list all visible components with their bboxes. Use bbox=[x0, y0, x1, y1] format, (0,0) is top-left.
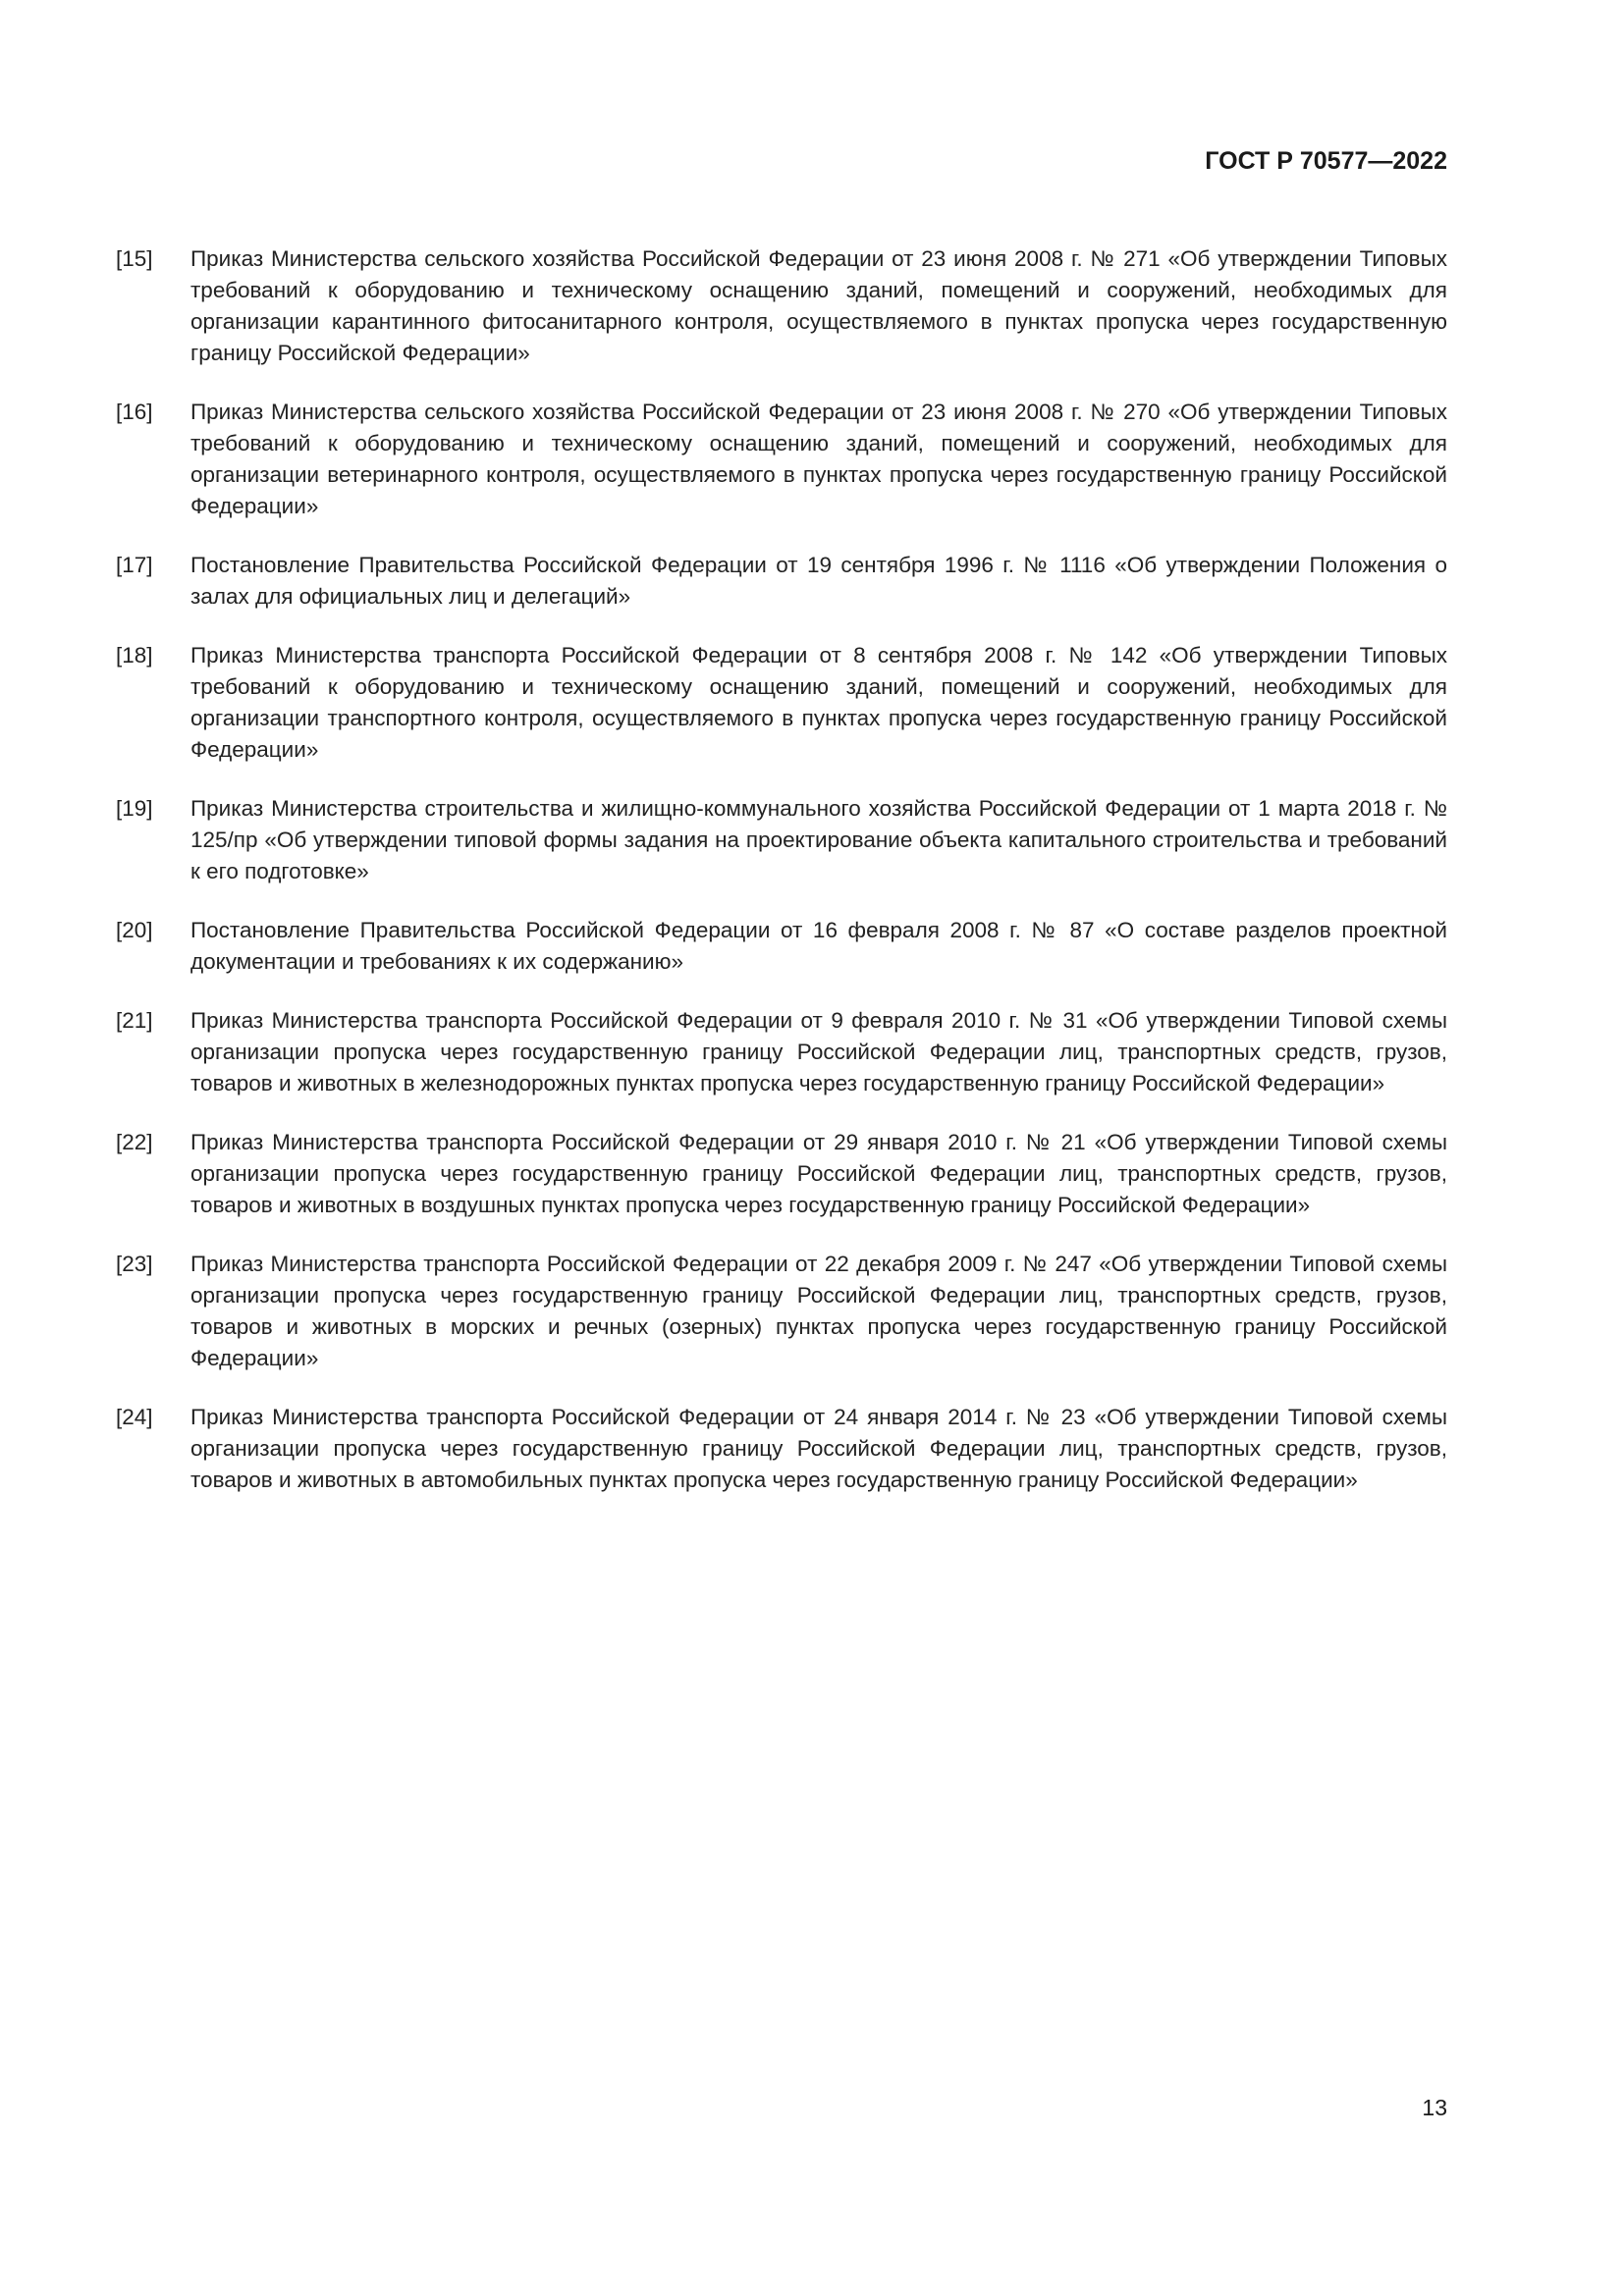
reference-item bbox=[116, 397, 1447, 522]
reference-text: Приказ Министерства транспорта Российской Федерации от 9 февраля 2010 г. № 31 «Об утверждении Типовой схемы организации пропуска через государственную границу Российской Федерации лиц, транспортных средств, грузов, товаров и животных в железнодорожных пунктах пропуска через государственную границу Российской Федерации» bbox=[190, 1008, 1447, 1095]
reference-number: [15] bbox=[116, 246, 153, 271]
reference-number: [17] bbox=[116, 553, 153, 577]
reference-text: Приказ Министерства транспорта Российской Федерации от 8 сентября 2008 г. № 142 «Об утверждении Типовых требований к оборудованию и техническому оснащению зданий, помещений и сооружений, необходимых для организации транспортного контроля, осуществляемого в пунктах пропуска через государственную границу Российской Федерации» bbox=[190, 643, 1447, 762]
reference-item bbox=[116, 1127, 1447, 1221]
reference-number: [22] bbox=[116, 1130, 153, 1154]
reference-number: [23] bbox=[116, 1252, 153, 1276]
reference-text: Приказ Министерства строительства и жилищно-коммунального хозяйства Российской Федерации от 1 марта 2018 г. № 125/пр «Об утверждении типовой формы задания на проектирование объекта капитального строительства и требований к его подготовке» bbox=[190, 796, 1447, 883]
reference-number: [19] bbox=[116, 796, 153, 821]
reference-text: Приказ Министерства сельского хозяйства Российской Федерации от 23 июня 2008 г. № 271 «Об утверждении Типовых требований к оборудованию и техническому оснащению зданий, помещений и сооружений, необходимых для организации карантинного фитосанитарного контроля, осуществляемого в пунктах пропуска через государственную границу Российской Федерации» bbox=[190, 246, 1447, 365]
reference-item bbox=[116, 1005, 1447, 1099]
page-number: 13 bbox=[1422, 2095, 1447, 2120]
reference-item bbox=[116, 1402, 1447, 1496]
reference-text: Приказ Министерства сельского хозяйства Российской Федерации от 23 июня 2008 г. № 270 «Об утверждении Типовых требований к оборудованию и техническому оснащению зданий, помещений и сооружений, необходимых для организации ветеринарного контроля, осуществляемого в пунктах пропуска через государственную границу Российской Федерации» bbox=[190, 400, 1447, 518]
reference-text: Приказ Министерства транспорта Российской Федерации от 24 января 2014 г. № 23 «Об утверждении Типовой схемы организации пропуска через государственную границу Российской Федерации лиц, транспортных средств, грузов, товаров и животных в автомобильных пунктах пропуска через государственную границу Российской Федерации» bbox=[190, 1405, 1447, 1492]
reference-item bbox=[116, 640, 1447, 766]
reference-item bbox=[116, 550, 1447, 613]
reference-text: Приказ Министерства транспорта Российской Федерации от 22 декабря 2009 г. № 247 «Об утверждении Типовой схемы организации пропуска через государственную границу Российской Федерации лиц, транспортных средств, грузов, товаров и животных в морских и речных (озерных) пунктах пропуска через государственную границу Российской Федерации» bbox=[190, 1252, 1447, 1370]
reference-list bbox=[116, 243, 1447, 1523]
reference-number: [16] bbox=[116, 400, 153, 424]
reference-number: [21] bbox=[116, 1008, 153, 1033]
reference-item bbox=[116, 243, 1447, 369]
reference-item bbox=[116, 793, 1447, 887]
reference-text: Постановление Правительства Российской Федерации от 16 февраля 2008 г. № 87 «О составе разделов проектной документации и требованиях к их содержанию» bbox=[190, 918, 1447, 974]
reference-text: Постановление Правительства Российской Федерации от 19 сентября 1996 г. № 1116 «Об утверждении Положения о залах для официальных лиц и делегаций» bbox=[190, 553, 1447, 609]
reference-text: Приказ Министерства транспорта Российской Федерации от 29 января 2010 г. № 21 «Об утверждении Типовой схемы организации пропуска через государственную границу Российской Федерации лиц, транспортных средств, грузов, товаров и животных в воздушных пунктах пропуска через государственную границу Российской Федерации» bbox=[190, 1130, 1447, 1217]
reference-item bbox=[116, 915, 1447, 978]
reference-item bbox=[116, 1249, 1447, 1374]
reference-number: [18] bbox=[116, 643, 153, 667]
reference-number: [20] bbox=[116, 918, 153, 942]
reference-number: [24] bbox=[116, 1405, 153, 1429]
document-code: ГОСТ Р 70577—2022 bbox=[1205, 147, 1447, 175]
